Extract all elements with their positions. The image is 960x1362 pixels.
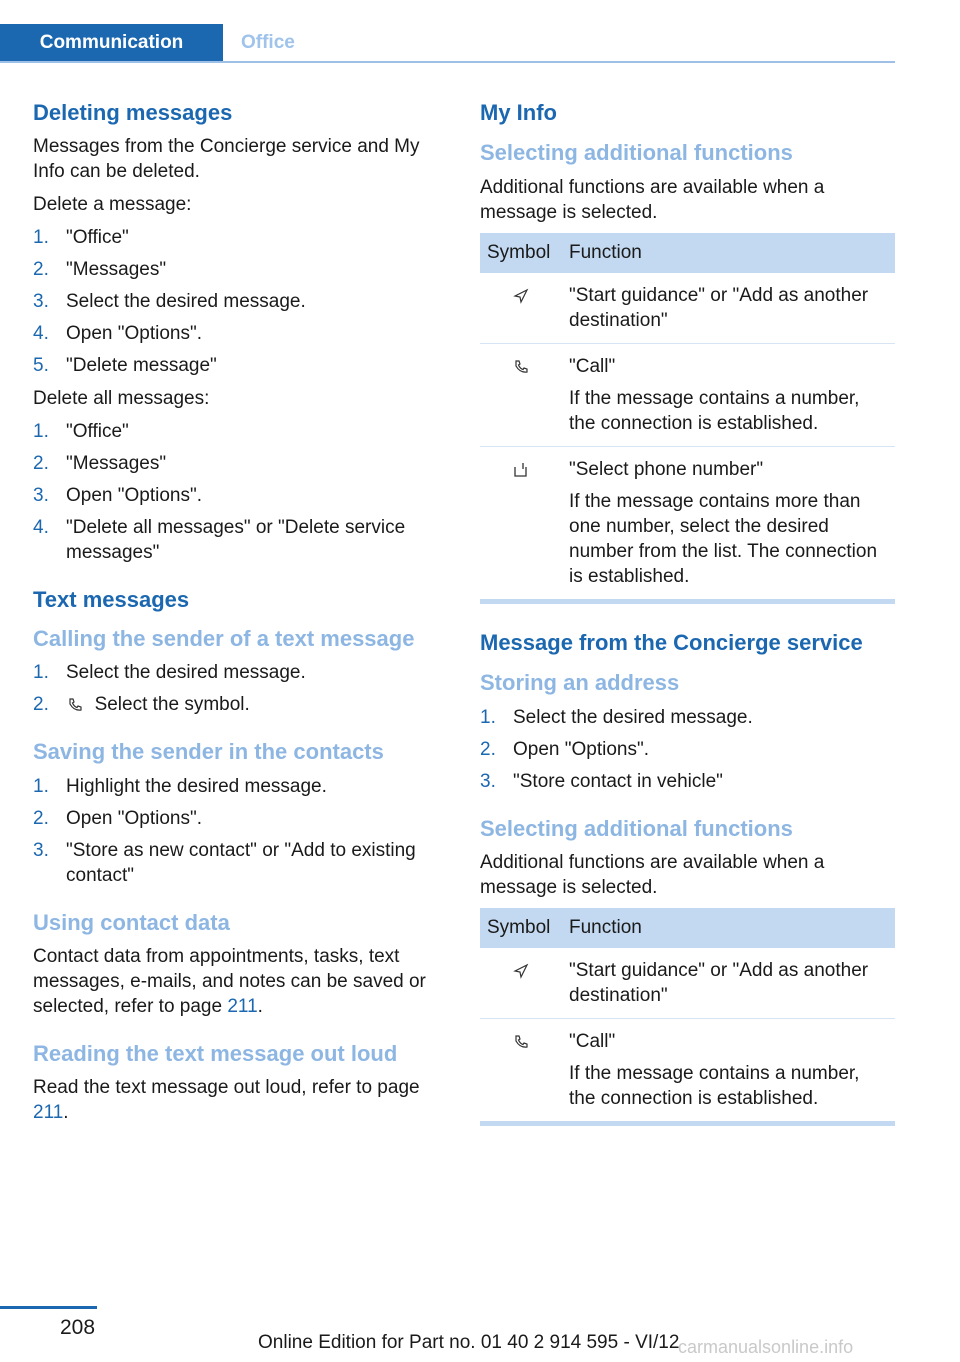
saving-steps xyxy=(33,774,448,888)
phone-icon xyxy=(512,358,530,376)
tab-office[interactable]: Office xyxy=(241,31,295,53)
page-number: 208 xyxy=(60,1316,96,1339)
list-item: 1. Select the desired message. xyxy=(33,662,306,684)
delete-one-label: Delete a message: xyxy=(33,194,192,216)
left-column xyxy=(33,100,448,1133)
tab-communication[interactable]: Communication xyxy=(0,24,223,61)
list-item: 1. Highlight the desired message. xyxy=(33,775,327,797)
col-function: Function xyxy=(562,908,895,948)
right-column xyxy=(480,100,895,1134)
list-item: 1. "Office" xyxy=(33,421,129,443)
list-item: 3. Open "Options". xyxy=(33,485,203,507)
col-function: Function xyxy=(562,233,895,273)
col-symbol: Symbol xyxy=(480,908,562,948)
list-item: 2. Open "Options". xyxy=(480,738,650,760)
table-row: "Call" If the message contains a number, the connection is established. xyxy=(480,343,895,446)
table-header xyxy=(480,233,895,273)
table-row: "Start guidance" or "Add as another destination" xyxy=(480,948,895,1019)
phone-select-icon xyxy=(512,461,530,479)
deleting-messages-heading: Deleting messages xyxy=(33,100,233,125)
col-symbol: Symbol xyxy=(480,233,562,273)
chapter-tabs xyxy=(0,24,895,63)
list-item: 3. Select the desired message. xyxy=(33,291,306,313)
reading-aloud-heading: Reading the text message out loud xyxy=(33,1040,398,1066)
selecting-functions-heading-2: Selecting additional functions xyxy=(480,815,793,841)
footer-rule xyxy=(0,1306,97,1309)
phone-icon xyxy=(512,1033,530,1051)
delete-one-steps xyxy=(33,225,448,378)
navigation-icon xyxy=(512,287,530,305)
list-item: 2. "Messages" xyxy=(33,453,167,475)
list-item: 1. "Office" xyxy=(33,227,129,249)
text-messages-heading: Text messages xyxy=(33,587,190,613)
list-item: 4. "Delete all messages" or "Delete service messages" xyxy=(33,517,406,564)
list-item: 4. Open "Options". xyxy=(33,323,203,345)
selecting-functions-heading: Selecting additional functions xyxy=(480,140,793,166)
table-row: "Select phone number" If the message contains more than one number, select the desired number from the list. The connection is established. xyxy=(480,446,895,601)
using-contact-data-heading: Using contact data xyxy=(33,909,230,935)
phone-icon xyxy=(66,696,84,714)
table-row: "Start guidance" or "Add as another destination" xyxy=(480,273,895,344)
list-item: 3. "Store contact in vehicle" xyxy=(480,770,723,792)
list-item: 1. Select the desired message. xyxy=(480,706,753,728)
saving-sender-heading: Saving the sender in the contacts xyxy=(33,739,384,765)
list-item: 3. "Store as new contact" or "Add to existing contact" xyxy=(33,839,416,886)
selecting-functions-text: Additional functions are available when a message is selected. xyxy=(480,176,825,223)
deleting-intro: Messages from the Concierge service and My Info can be deleted. xyxy=(33,136,420,183)
delete-all-label: Delete all messages: xyxy=(33,388,210,410)
online-edition: Online Edition for Part no. 01 40 2 914 595 - VI/12 xyxy=(258,1332,680,1353)
storing-steps xyxy=(480,705,895,794)
reading-aloud-text: Read the text message out loud, refer to page 211. xyxy=(33,1077,420,1124)
calling-sender-heading: Calling the sender of a text message xyxy=(33,625,415,651)
concierge-heading: Message from the Concierge service xyxy=(480,629,863,655)
table-header xyxy=(480,908,895,948)
functions-table-concierge xyxy=(480,908,895,1126)
list-item: 2. Open "Options". xyxy=(33,807,203,829)
storing-address-heading: Storing an address xyxy=(480,670,680,696)
my-info-heading: My Info xyxy=(480,100,557,125)
list-item: 2. "Messages" xyxy=(33,259,167,281)
functions-table-myinfo xyxy=(480,233,895,604)
using-contact-data-text: Contact data from appointments, tasks, text messages, e-mails, and notes can be saved or selected, refer to page 211. xyxy=(33,945,426,1017)
page-link[interactable]: 211 xyxy=(227,995,258,1017)
list-item: 5. "Delete message" xyxy=(33,355,217,377)
calling-steps xyxy=(33,660,448,717)
delete-all-steps xyxy=(33,419,448,565)
table-row: "Call" If the message contains a number, the connection is established. xyxy=(480,1018,895,1123)
list-item: 2. Select the symbol. xyxy=(33,694,250,716)
selecting-functions-text-2: Additional functions are available when a message is selected. xyxy=(480,851,825,898)
navigation-icon xyxy=(512,962,530,980)
page-link[interactable]: 211 xyxy=(33,1102,64,1124)
watermark: carmanualsonline.info xyxy=(678,1337,854,1357)
